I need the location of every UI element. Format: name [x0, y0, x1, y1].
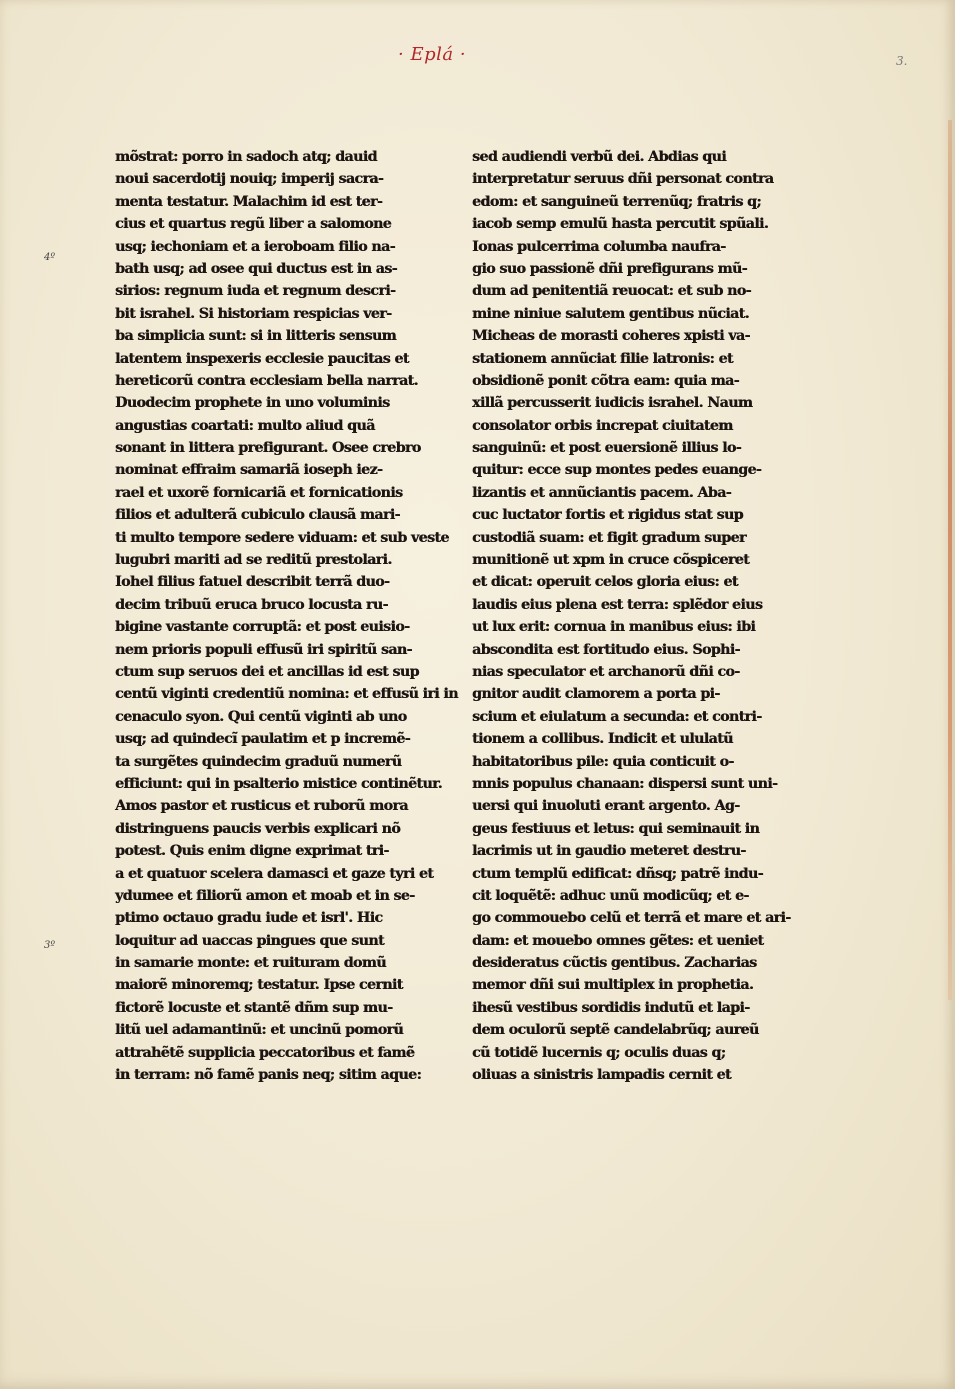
- right-column-line: stationem annũciat filie latronis: et: [472, 350, 733, 367]
- left-column-line: lugubri mariti ad se reditũ prestolari.: [115, 552, 392, 569]
- right-column-line: ihesũ vestibus sordidis indutũ et lapi-: [472, 999, 750, 1016]
- folio-number: 3.: [896, 54, 908, 68]
- right-column-line: geus festiuus et letus: qui seminauit in: [472, 820, 760, 837]
- right-column-line: Micheas de morasti coheres xpisti va-: [472, 328, 750, 345]
- margin-note-lower: 3º: [44, 940, 56, 951]
- left-column-line: loquitur ad uaccas pingues que sunt: [115, 932, 384, 949]
- right-column-line: dum ad penitentiã reuocat: et sub no-: [472, 283, 751, 300]
- left-column-line: litũ uel adamantinũ: et uncinũ pomorũ: [115, 1022, 404, 1039]
- right-column-line: tionem a collibus. Indicit et ululatũ: [472, 731, 733, 748]
- right-column-line: cũ totidẽ lucernis q; oculis duas q;: [472, 1044, 726, 1061]
- left-column-line: Amos pastor et rusticus et ruborũ mora: [115, 798, 408, 815]
- right-column-line: gnitor audit clamorem a porta pi-: [472, 686, 720, 703]
- right-column-line: abscondita est fortitudo eius. Sophi-: [472, 641, 740, 658]
- right-column-line: mnis populus chanaan: dispersi sunt uni-: [472, 775, 778, 792]
- right-column-line: dem oculorũ septẽ candelabrũq; aureũ: [472, 1022, 759, 1039]
- right-column-line: gio suo passionẽ dñi prefigurans mũ-: [472, 260, 747, 277]
- page-edge-rubric-stain: [948, 120, 952, 1000]
- right-column-line: scium et eiulatum a secunda: et contri-: [472, 708, 762, 725]
- left-column-line: bath usq; ad osee qui ductus est in as-: [115, 260, 397, 277]
- right-column-line: et dicat: operuit celos gloria eius: et: [472, 574, 738, 591]
- left-column-line: ta surgẽtes quindecim graduũ numerũ: [115, 753, 402, 770]
- left-column-line: cenaculo syon. Qui centũ viginti ab uno: [115, 708, 407, 725]
- right-column-line: sed audiendi verbũ dei. Abdias qui: [472, 149, 726, 165]
- right-column-line: memor dñi sui multiplex in prophetia.: [472, 977, 754, 994]
- left-column-line: cius et quartus regũ liber a salomone: [115, 216, 392, 233]
- left-column-line: ptimo octauo gradu iude et isrl'. Hic: [115, 910, 383, 927]
- left-column-line: nem prioris populi effusũ iri spiritũ san-: [115, 641, 412, 658]
- right-column-line: habitatoribus pile: quia conticuit o-: [472, 753, 734, 770]
- left-column-line: menta testatur. Malachim id est ter-: [115, 193, 383, 210]
- right-column-line: quitur: ecce sup montes pedes euange-: [472, 462, 762, 479]
- right-text-column: [472, 146, 791, 1086]
- right-column-line: lacrimis ut in gaudio meteret destru-: [472, 843, 746, 860]
- right-column-line: cit loquẽtẽ: adhuc unũ modicũq; et e-: [472, 887, 749, 904]
- left-column-line: sirios: regnum iuda et regnum descri-: [115, 283, 396, 300]
- right-column-line: dam: et mouebo omnes gẽtes: et ueniet: [472, 932, 764, 949]
- right-column-line: sanguinũ: et post euersionẽ illius lo-: [472, 440, 742, 457]
- left-column-line: in terram: nõ famẽ panis neq; sitim aque:: [115, 1067, 422, 1084]
- right-column-line: nias speculator et archanorũ dñi co-: [472, 663, 740, 680]
- right-column-line: go commouebo celũ et terrã et mare et ari-: [472, 910, 791, 927]
- right-column-line: mine niniue salutem gentibus nũciat.: [472, 305, 749, 322]
- left-column-line: mõstrat: porro in sadoch atq; dauid: [115, 149, 377, 165]
- margin-note-upper: 4º: [44, 252, 56, 263]
- right-column-line: obsidionẽ ponit cõtra eam: quia ma-: [472, 372, 739, 389]
- left-column-line: a et quatuor scelera damasci et gaze tyri et: [115, 865, 434, 882]
- right-column-line: edom: et sanguineũ terrenũq; fratris q;: [472, 193, 761, 210]
- right-column-line: desideratus cũctis gentibus. Zacharias: [472, 955, 757, 972]
- left-column-line: ba simplicia sunt: si in litteris sensum: [115, 328, 396, 345]
- left-column-line: ydumee et filiorũ amon et moab et in se-: [115, 887, 415, 904]
- left-column-line: distringuens paucis verbis explicari nõ: [115, 820, 401, 837]
- right-column-line: cuc luctator fortis et rigidus stat sup: [472, 507, 743, 524]
- left-column-line: bigine vastante corruptã: et post euisio-: [115, 619, 410, 636]
- left-column-line: usq; ad quindecĩ paulatim et p incremẽ-: [115, 731, 410, 748]
- left-column-line: Iohel filius fatuel describit terrã duo-: [115, 574, 390, 591]
- left-column-line: rael et uxorẽ fornicariã et fornicationis: [115, 484, 403, 501]
- left-column-line: hereticorũ contra ecclesiam bella narrat.: [115, 372, 418, 389]
- left-column-line: ti multo tempore sedere viduam: et sub veste: [115, 529, 449, 546]
- right-column-line: Ionas pulcerrima columba naufra-: [472, 238, 726, 255]
- left-column-line: Duodecim prophete in uno voluminis: [115, 395, 390, 412]
- left-column-line: decim tribuũ eruca bruco locusta ru-: [115, 596, 388, 613]
- right-column-line: lizantis et annũciantis pacem. Aba-: [472, 484, 731, 501]
- left-column-line: potest. Quis enim digne exprimat tri-: [115, 843, 389, 860]
- left-text-column: [115, 146, 458, 1086]
- left-column-line: maiorẽ minoremq; testatur. Ipse cernit: [115, 977, 403, 994]
- left-column-line: ctum sup seruos dei et ancillas id est sup: [115, 663, 419, 680]
- right-column-line: laudis eius plena est terra: splẽdor eius: [472, 596, 763, 613]
- right-column-line: xillã percusserit iudicis israhel. Naum: [472, 395, 753, 412]
- right-column-line: oliuas a sinistris lampadis cernit et: [472, 1067, 731, 1084]
- left-column-line: fictorẽ locuste et stantẽ dñm sup mu-: [115, 999, 393, 1016]
- right-column-line: ctum templũ edificat: dñsq; patrẽ indu-: [472, 865, 763, 882]
- right-column-line: custodiã suam: et figit gradum super: [472, 529, 746, 546]
- left-column-line: centũ viginti credentiũ nomina: et effusũ iri in: [115, 686, 458, 703]
- left-column-line: in samarie monte: et ruituram domũ: [115, 955, 386, 972]
- left-column-line: latentem inspexeris ecclesie paucitas et: [115, 350, 409, 367]
- right-column-line: iacob semp emulũ hasta percutit spũali.: [472, 216, 769, 233]
- right-column-line: ut lux erit: cornua in manibus eius: ibi: [472, 619, 756, 636]
- left-column-line: usq; iechoniam et a ieroboam filio na-: [115, 238, 395, 255]
- right-column-line: munitionẽ ut xpm in cruce cõspiceret: [472, 552, 750, 569]
- left-column-line: angustias coartati: multo aliud quã: [115, 417, 375, 434]
- left-column-line: filios et adulterã cubiculo clausã mari-: [115, 507, 400, 524]
- left-column-line: nominat effraim samariã ioseph iez-: [115, 462, 383, 479]
- left-column-line: attrahẽtẽ supplicia peccatoribus et famẽ: [115, 1044, 415, 1061]
- left-column-line: sonant in littera prefigurant. Osee crebro: [115, 440, 421, 457]
- left-column-line: efficiunt: qui in psalterio mistice continẽtur.: [115, 775, 442, 792]
- right-column-line: interpretatur seruus dñi personat contra: [472, 171, 774, 188]
- right-column-line: consolator orbis increpat ciuitatem: [472, 417, 733, 434]
- left-column-line: noui sacerdotij nouiq; imperij sacra-: [115, 171, 384, 188]
- right-column-line: uersi qui inuoluti erant argento. Ag-: [472, 798, 740, 815]
- left-column-line: bit israhel. Si historiam respicias ver-: [115, 305, 392, 322]
- running-head: · Eplá ·: [398, 44, 467, 65]
